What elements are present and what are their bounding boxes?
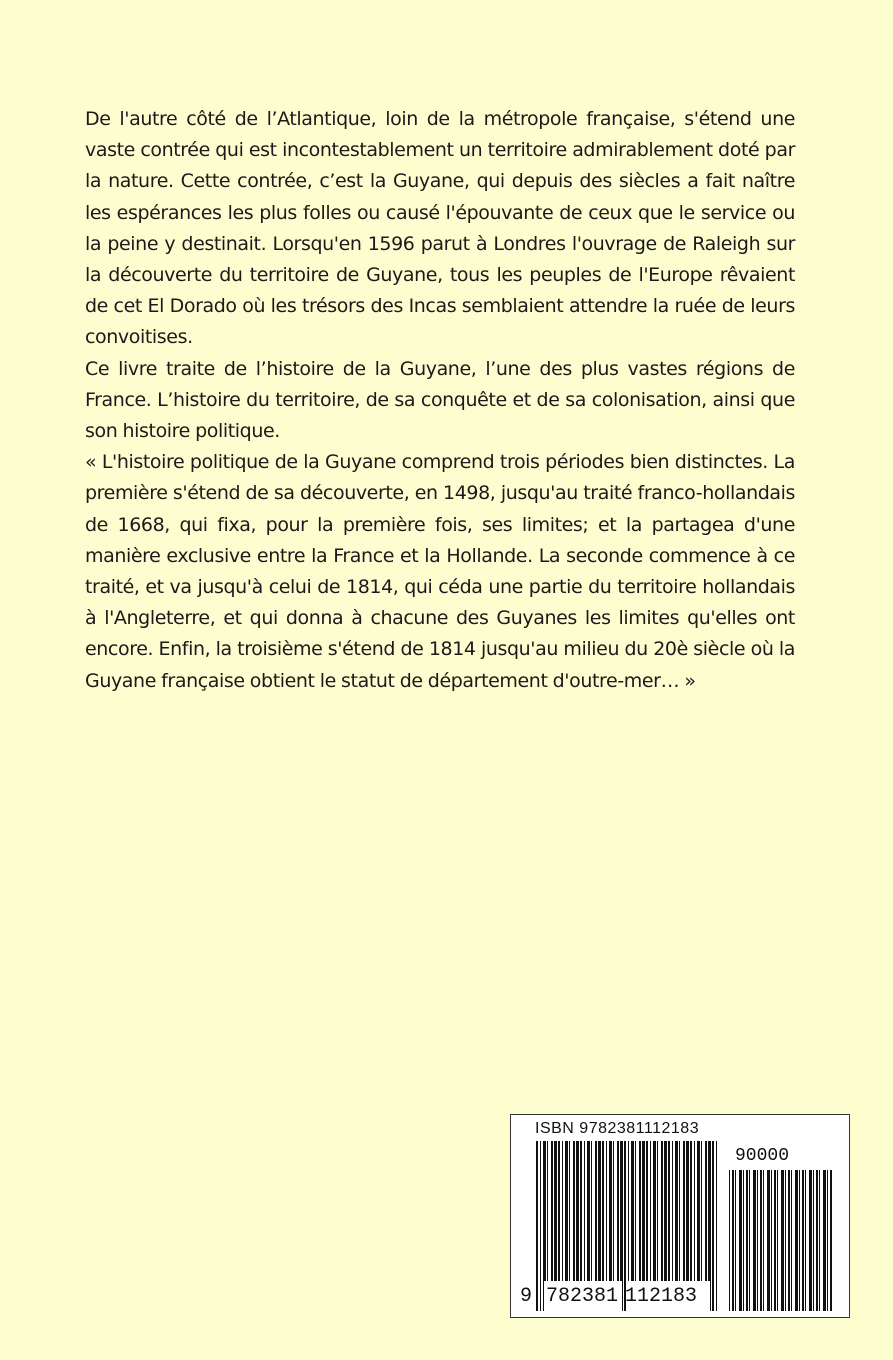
isbn-barcode — [510, 1114, 850, 1318]
barcode-digit-first: 9 — [520, 1285, 533, 1308]
paragraph-intro: De l'autre côté de l’Atlantique, loin de la métropole française, s'étend une vaste contrée qui est incontestablement un territoire admirablement doté par la nature. Cette contrée, c’est la Guyane, qui depuis des siècles a fait naître les espérances les plus folles ou causé l'épouvante de ceux que le service ou la peine y destinait. Lorsqu'en 1596 parut à Londres l'ouvrage de Raleigh sur la découverte du territoire de Guyane, tous les peuples de l'Europe rêvaient de cet El Dorado où les trésors des Incas semblaient attendre la ruée de leurs convoitises. — [85, 108, 795, 349]
paragraph-summary: Ce livre traite de l’histoire de la Guyane, l’une des plus vastes régions de France. L’histoire du territoire, de sa conquête et de sa colonisation, ainsi que son histoire politique. — [85, 357, 795, 443]
price-code: 90000 — [735, 1146, 790, 1166]
barcode-digit-group-2: 112183 — [625, 1285, 698, 1308]
isbn-label: ISBN 9782381112183 — [535, 1120, 700, 1137]
barcode-digit-group-1: 782381 — [546, 1285, 619, 1308]
back-cover-text — [85, 104, 795, 697]
addon-barcode-bars-icon — [729, 1170, 833, 1311]
paragraph-quote: « L'histoire politique de la Guyane comprend trois périodes bien distinctes. La première s'étend de sa découverte, en 1498, jusqu'au traité franco-hollandais de 1668, qui fixa, pour la première fois, ses limites; et la partagea d'une manière exclusive entre la France et la Hollande. La seconde commence à ce traité, et va jusqu'à celui de 1814, qui céda une partie du territoire hollandais à l'Angleterre, et qui donna à chacune des Guyanes les limites qu'elles ont encore. Enfin, la troisième s'étend de 1814 jusqu'au milieu du 20è siècle où la Guyane française obtient le statut de département d'outre-mer… » — [85, 451, 795, 692]
